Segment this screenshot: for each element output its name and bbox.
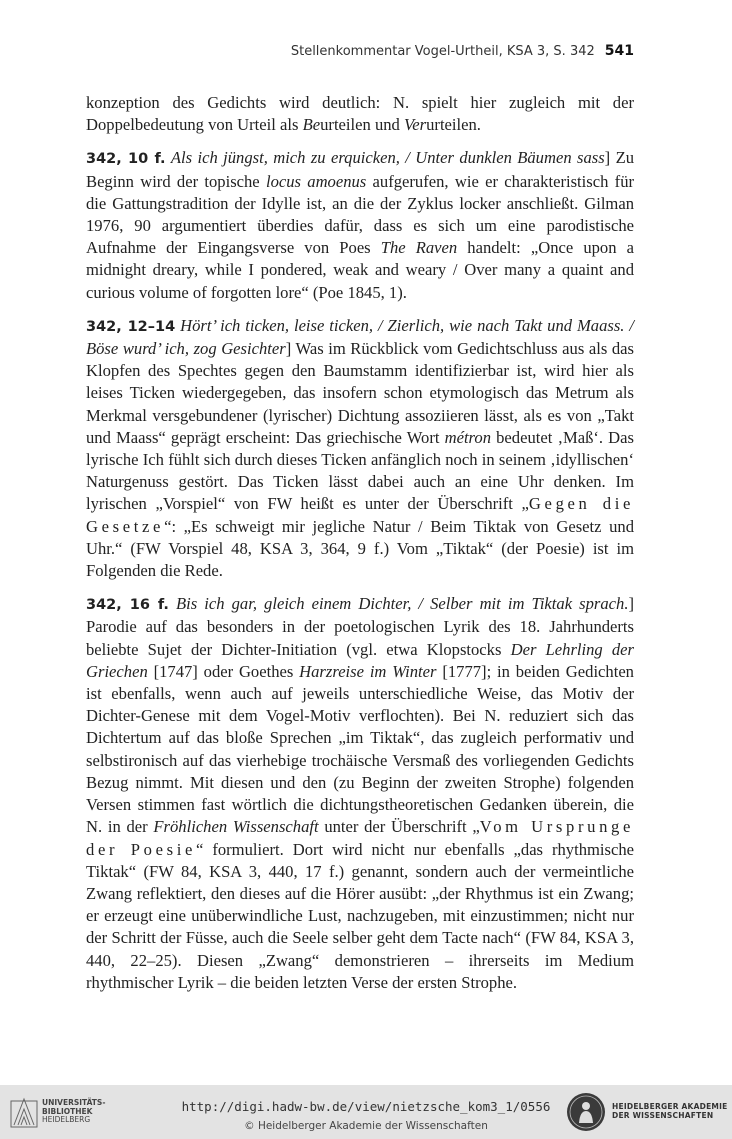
paragraph-continuation [86,92,634,136]
lemma-reference: 342, 16 f. [86,597,169,614]
library-line: UNIVERSITÄTS- [42,1098,106,1107]
page-number: 541 [604,43,634,59]
academy-line: DER WISSENSCHAFTEN [612,1111,714,1120]
italic-segment: Ver [404,115,427,135]
spaced-heading: Gegen die Gesetze [86,494,634,536]
lemma-quote: Als ich jüngst, mich zu erquicken, / Unter dunklen Bäumen sass [170,148,605,168]
running-title: Stellenkommentar Vogel-Urtheil, KSA 3, S. 342 [290,44,595,59]
text-segment: [1747] oder Goethes [147,661,300,681]
text-segment: aufgerufen, wie er charakteristisch für die Gattungstradition der Idylle ist, an die der Zyklus locker anschließt. Gilman 1976, 90 argumentiert überdies dafür, dass es sich um eine parodistische Aufnahme der Eingangsverse von Poes [86,171,635,258]
lemma-quote: Hört’ ich ticken, leise ticken, / Zierlich, wie nach Takt und Maass. / Böse wurd’ ich, zog Gesichter [86,315,634,359]
italic-segment: Fröhlichen Wissenschaft [153,817,319,837]
italic-segment: Be [302,115,321,135]
text-segment: “: „Es schweigt mir jegliche Natur / Beim Tiktak von Gesetz und Uhr.“ (FW Vorspiel 48, KSA 3, 364, 9 f.) Vom „Tiktak“ (der Poesie) ist im Folgenden die Rede. [86,516,634,581]
commentary-entry-3 [86,593,634,994]
text-segment: urteilen. [426,115,481,135]
text-segment: konzeption des Gedichts wird deutlich: N. spielt hier zugleich mit der Doppelbedeutung von Urteil als [86,93,634,135]
copyright-notice: © Heidelberger Akademie der Wissenschaften [244,1120,488,1132]
source-url-link[interactable]: http://digi.hadw-bw.de/view/nietzsche_kom3_1/0556 [181,1099,551,1114]
academy-name [612,1102,727,1120]
spaced-heading: Vom Ursprunge der Poesie [86,817,634,859]
lemma-quote: Bis ich gar, gleich einem Dichter, / Selber mit im Tiktak sprach. [176,594,629,614]
text-segment: urteilen und [320,115,404,135]
italic-segment: The Raven [380,238,458,258]
library-line: HEIDELBERG [42,1115,91,1124]
text-segment: unter der Überschrift „ [318,817,480,837]
commentary-body [86,92,634,1005]
text-segment: ] Was im Rückblick vom Gedichtschluss aus als das Klopfen des Spechtes gegen den Baumstamm identifizierbar ist, wird hier als leises Ticken wiedergegeben, das insofern schon etymologisch das Metrum als Merkmal versgebundener (lyrischer) Dichtung assoziieren lässt, als es von „Takt und Maass“ geprägt erscheint: Das griechische Wort [86,339,634,447]
academy-line: HEIDELBERGER AKADEMIE [612,1102,728,1111]
academy-seal-icon [565,1091,607,1133]
text-segment: [1777]; in beiden Gedichten ist ebenfalls, wenn auch auf jeweils unterschiedliche Weise, das Motiv der Dichter-Genese mit dem Vogel-Motiv verflochten). Bei N. reduziert sich das Dichtertum auf das bloße Sprechen „im Tiktak“, das zugleich performativ und selbstironisch auf das vierhebige trochäische Versmaß des vorliegenden Gedichts Bezug nimmt. Mit diesen und den (zu Beginn der zweiten Strophe) folgenden Versen stimmen fast wörtlich die dichtungstheoretischen Gedanken überein, die N. in der [86,661,634,837]
text-segment: ] Zu Beginn wird der topische [86,148,635,191]
text-segment: ] Parodie auf das besonders in der poetologischen Lyrik des 18. Jahrhunderts beliebte Sujet der Dichter-Initiation (vgl. etwa Klopstocks [86,594,634,659]
text-segment: handelt: „Once upon a midnight dreary, while I pondered, weak and weary / Over many a quaint and curious volume of forgotten lore“ (Poe 1845, 1). [86,238,634,302]
italic-segment: locus amoenus [265,171,367,191]
commentary-entry-2 [86,315,634,582]
lemma-reference: 342, 10 f. [86,151,166,168]
text-segment: bedeutet ‚Maß‘. Das lyrische Ich fühlt sich durch dieses Ticken anfänglich noch in seinem ‚idyllischen‘ Naturgenuss gestört. Das Ticken lässt dabei auch an eine Uhr denken. Im lyrischen „Vorspiel“ von FW heißt es unter der Überschrift „ [86,427,634,514]
italic-segment: Der Lehrling der Griechen [86,639,634,681]
commentary-entry-1 [86,147,634,303]
text-segment: “ formuliert. Dort wird nicht nur ebenfalls „das rhythmische Tiktak“ (FW 84, KSA 3, 440, 17 f.) genannt, sondern auch der vermeintliche Zwang reflektiert, den dieses auf die Hörer ausübt: „der Rhythmus ist ein Zwang; er erzeugt eine unüberwindliche Lust, nachzugeben, mit einzustimmen; nicht nur der Schritt der Füsse, auch die Seele selber geht dem Tacte nach“ (FW 84, KSA 3, 440, 22–25). Diesen „Zwang“ demonstrieren – ihrerseits im Medium rhythmischer Lyrik – die beiden letzten Verse der ersten Strophe. [86,839,635,992]
running-head [86,43,634,59]
lemma-reference: 342, 12–14 [86,318,176,335]
italic-segment: métron [444,427,491,447]
footer-bar [0,1085,732,1139]
library-line: BIBLIOTHEK [42,1106,93,1116]
italic-segment: Harzreise im Winter [299,661,437,681]
